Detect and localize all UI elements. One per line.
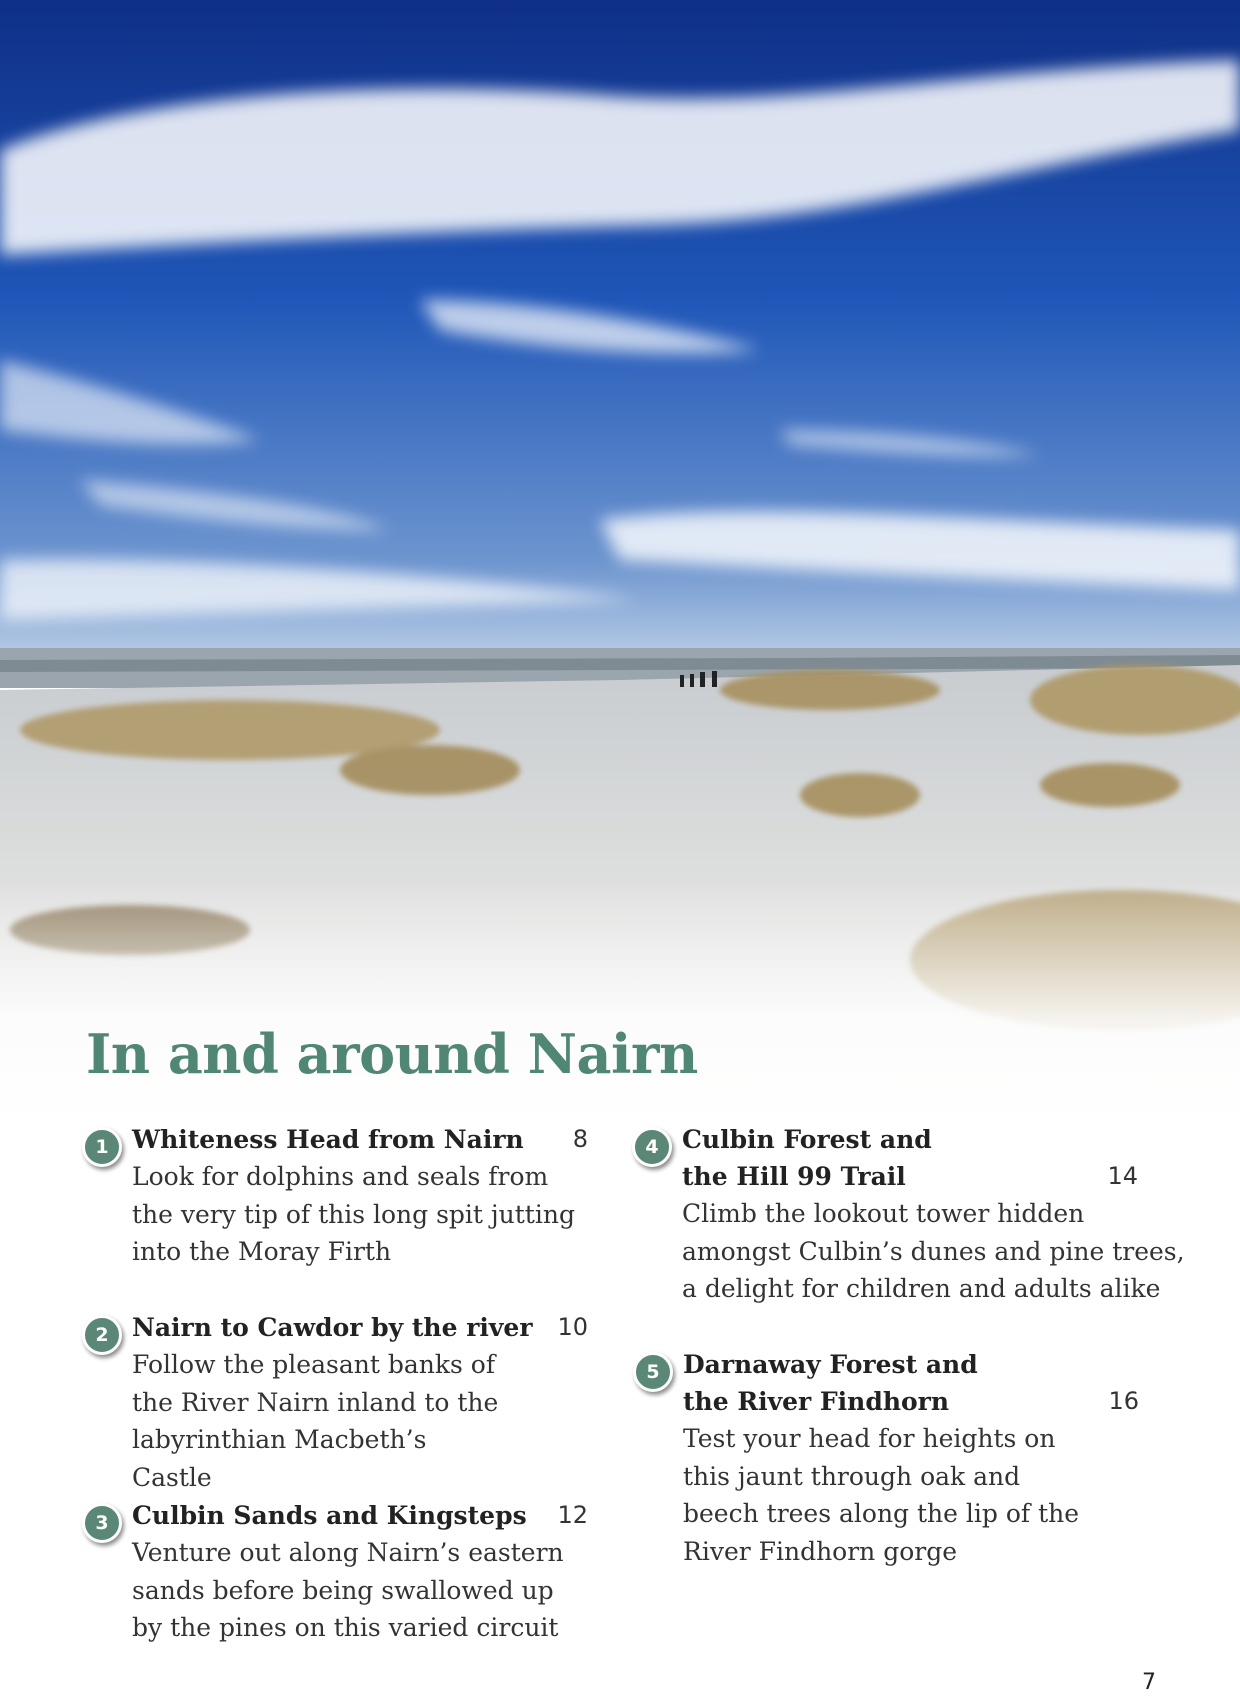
route-title-line-1: Whiteness Head from Nairn bbox=[132, 1125, 524, 1154]
route-item-5[interactable] bbox=[646, 1346, 1139, 1570]
route-page-number: 12 bbox=[557, 1501, 588, 1529]
route-title-line-1: Darnaway Forest and bbox=[683, 1350, 978, 1379]
route-page-number: 10 bbox=[557, 1313, 588, 1341]
route-number-badge: 4 bbox=[632, 1127, 672, 1167]
route-description: Follow the pleasant banks of the River Nairn inland to the labyrinthian Macbeth’s Castle bbox=[132, 1350, 499, 1492]
route-number-badge: 2 bbox=[82, 1315, 122, 1355]
route-title-line-1: Nairn to Cawdor by the river bbox=[132, 1313, 533, 1342]
route-title-line-1: Culbin Forest and bbox=[682, 1125, 932, 1154]
route-title-line-2: the Hill 99 Trail bbox=[682, 1162, 906, 1191]
route-page-number: 8 bbox=[572, 1125, 588, 1153]
route-number-badge: 5 bbox=[633, 1352, 673, 1392]
route-description: Climb the lookout tower hidden amongst Culbin’s dunes and pine trees, a delight for children and adults alike bbox=[682, 1199, 1185, 1303]
route-title-line-2: the River Findhorn bbox=[683, 1387, 950, 1416]
route-number-badge: 1 bbox=[82, 1127, 122, 1167]
route-page-number: 16 bbox=[1108, 1387, 1139, 1415]
page-number: 7 bbox=[1142, 1670, 1156, 1695]
route-page-number: 14 bbox=[1107, 1162, 1138, 1190]
route-item-1[interactable] bbox=[95, 1121, 588, 1271]
route-item-4[interactable] bbox=[645, 1121, 1185, 1308]
route-title bbox=[132, 1121, 588, 1158]
route-description: Venture out along Nairn’s eastern sands before being swallowed up by the pines on this varied circuit bbox=[132, 1538, 564, 1642]
route-title bbox=[683, 1346, 1139, 1420]
page-title: In and around Nairn bbox=[86, 1022, 698, 1086]
route-title-line-1: Culbin Sands and Kingsteps bbox=[132, 1501, 527, 1530]
route-title bbox=[132, 1309, 588, 1346]
route-title bbox=[682, 1121, 1138, 1195]
route-description: Look for dolphins and seals from the very tip of this long spit jutting into the Moray Firth bbox=[132, 1162, 575, 1266]
route-title bbox=[132, 1497, 588, 1534]
route-item-3[interactable] bbox=[95, 1497, 588, 1647]
route-item-2[interactable] bbox=[95, 1309, 588, 1496]
route-number-badge: 3 bbox=[82, 1503, 122, 1543]
route-description: Test your head for heights on this jaunt through oak and beech trees along the lip of the River Findhorn gorge bbox=[683, 1424, 1080, 1566]
